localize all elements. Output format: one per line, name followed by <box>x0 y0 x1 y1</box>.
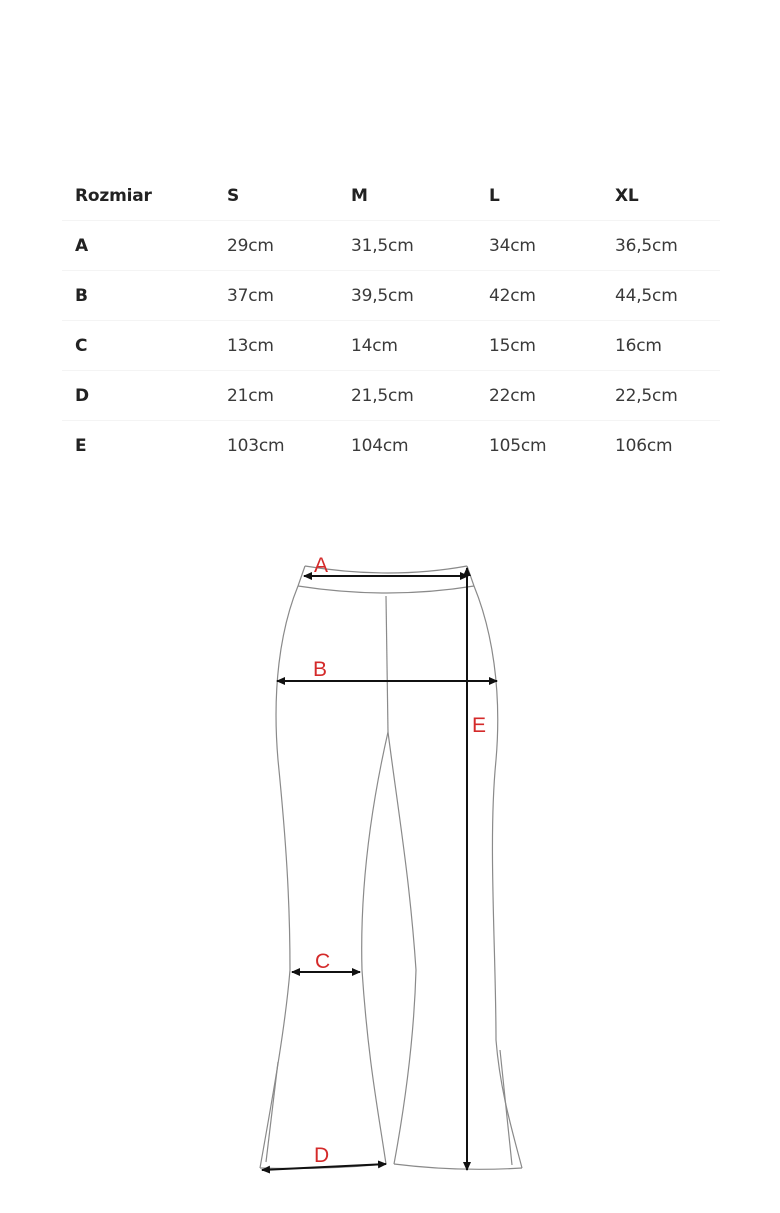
cell: 13cm <box>214 321 338 371</box>
row-label: A <box>62 221 214 271</box>
cell: 22cm <box>476 371 602 421</box>
label-c: C <box>315 950 331 973</box>
cell: 44,5cm <box>602 271 720 321</box>
left-outer-seam <box>260 586 298 1168</box>
row-label: B <box>62 271 214 321</box>
right-hem <box>394 1164 522 1169</box>
left-slit <box>266 1062 278 1162</box>
cell: 31,5cm <box>338 221 476 271</box>
waistband-left-edge <box>298 566 305 586</box>
cell: 106cm <box>615 435 673 456</box>
header-m: M <box>338 171 476 221</box>
waistband-bottom-edge <box>298 586 474 593</box>
cell: 105cm <box>489 435 547 456</box>
row-label: D <box>62 371 214 421</box>
right-inner-seam <box>388 732 416 1164</box>
pants-outline <box>260 566 522 1169</box>
cell: 21cm <box>214 371 338 421</box>
left-inner-seam <box>362 732 388 1164</box>
waistband-right-edge <box>467 566 474 586</box>
row-label: C <box>62 321 214 371</box>
header-s: S <box>214 171 338 221</box>
label-d: D <box>314 1144 330 1167</box>
cell: 15cm <box>476 321 602 371</box>
label-e: E <box>472 714 487 737</box>
cell: 16cm <box>602 321 720 371</box>
cell: 36,5cm <box>602 221 720 271</box>
header-size: Rozmiar <box>62 171 214 221</box>
cell: 37cm <box>214 271 338 321</box>
cell: 22,5cm <box>602 371 720 421</box>
label-b: B <box>313 658 328 681</box>
cell: 104cm <box>351 435 409 456</box>
header-xl: XL <box>602 171 720 221</box>
cell: 103cm <box>227 435 285 456</box>
row-label: E <box>75 435 87 456</box>
header-l: L <box>476 171 602 221</box>
cell: 39,5cm <box>338 271 476 321</box>
right-slit <box>500 1050 512 1165</box>
cell: 29cm <box>214 221 338 271</box>
cell: 42cm <box>476 271 602 321</box>
cell: 14cm <box>338 321 476 371</box>
cell: 34cm <box>476 221 602 271</box>
right-outer-seam <box>474 586 522 1168</box>
cell: 21,5cm <box>338 371 476 421</box>
center-seam <box>386 596 388 732</box>
waistband-top-edge <box>305 566 467 573</box>
label-a: A <box>314 554 329 577</box>
